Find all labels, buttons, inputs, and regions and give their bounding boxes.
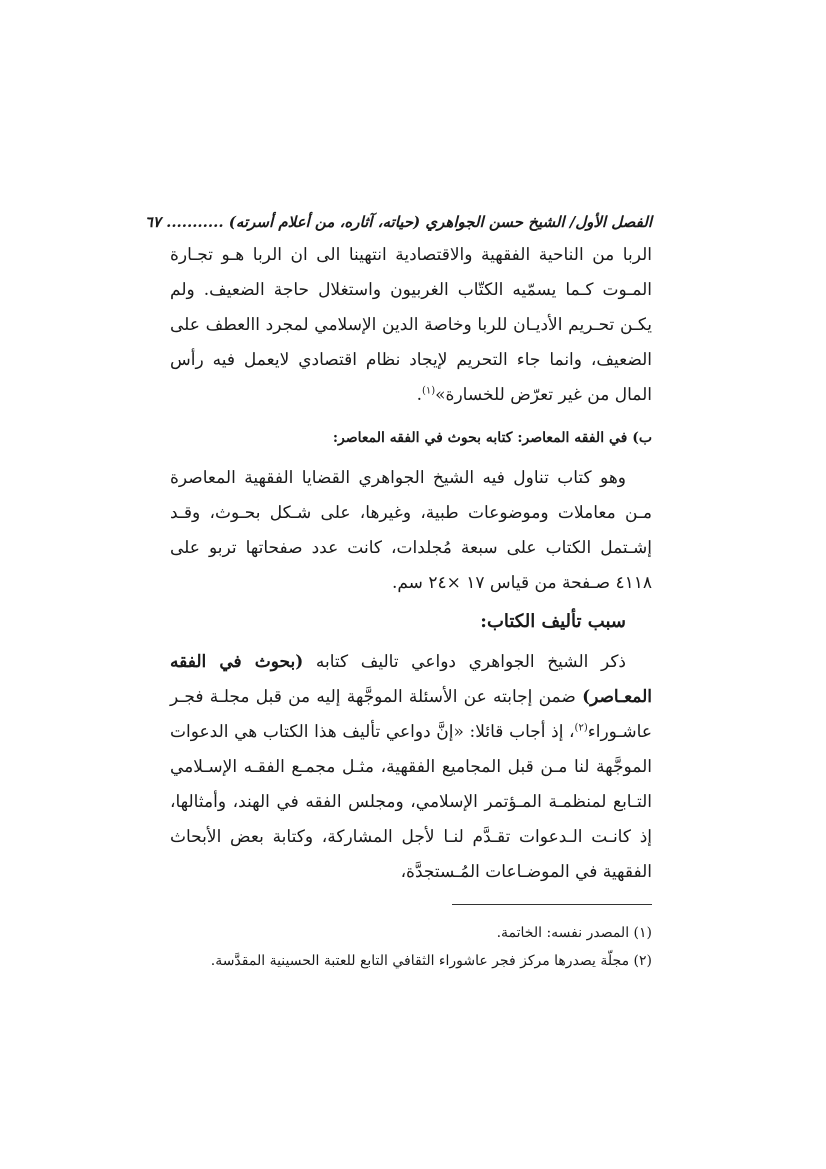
paragraph-3-intro: ذكر الشيخ الجواهري دواعي تاليف كتابه	[315, 652, 627, 672]
paragraph-3-rest: ، إذ أجاب قائلا: «إنَّ دواعي تأليف هذا الكتاب هي الدعوات الموجَّهة لنا مـن قبل المجاميع الفقهية، مثـل مجمـع الفقـه الإسـلامي التـابع لمنظمـة المـؤتمر الإسلامي، ومجلس الفقه في الهند، وأمثالها، إذ كانـت الـدعوات تقـدَّم لنـا لأجل المشاركة، وكتابة بعض الأبحاث الفقهية في الموضـاعات المُـستجدَّة،	[170, 722, 652, 882]
paragraph-1-end: .	[416, 385, 422, 405]
footnote-ref-2[interactable]: (٢)	[574, 722, 588, 734]
header-dots: ...........	[166, 213, 224, 231]
paragraph-riba-conclusion	[170, 238, 652, 413]
paragraph-reason	[170, 645, 652, 890]
subheading-contemporary-fiqh: ب) في الفقه المعاصر: كتابه بحوث في الفقه المعاصر:	[332, 430, 652, 446]
section-title-reason: سبب تأليف الكتاب:	[480, 611, 626, 632]
page-number: ٦٧	[144, 213, 161, 231]
book-title: (بحوث في الفقه المعـاصر)	[170, 652, 653, 707]
header-title: الفصل الأول/ الشيخ حسن الجواهري (حياته، آثاره، من أعلام أسرته)	[228, 213, 652, 231]
paragraph-book-description: وهو كتاب تناول فيه الشيخ الجواهري القضايا الفقهية المعاصرة مـن معاملات وموضوعات طبية، وغيرها، على شـكل بحـوث، وقـد إشـتمل الكتاب على سبعة مُجلدات، كانت عدد صفحاتها تربو على ٤١١٨ صـفحة من قياس ١٧ ×٢٤ سم.	[170, 468, 652, 593]
footnote-ref-1[interactable]: (١)	[421, 385, 436, 397]
footnote-2: (٢) مجلّة يصدرها مركز فجر عاشوراء الثقافي التابع للعتبة الحسينية المقدَّسة.	[210, 953, 652, 969]
footnote-1: (١) المصدر نفسه: الخاتمة.	[496, 925, 652, 941]
running-header	[144, 208, 652, 236]
paragraph-1-text: الربا من الناحية الفقهية والاقتصادية انتهينا الى ان الربا هـو تجـارة المـوت كـما يسمّيه الكتّاب الغربيون واستغلال حاجة الضعيف. ولم يكـن تحـريم الأديـان للربا وخاصة الدين الإسلامي لمجرد االعطف على الضعيف، وانما جاء التحريم لإيجاد نظام اقتصادي لايعمل فيه رأس المال من غير تعرّض للخسارة»	[170, 245, 652, 405]
page-body	[144, 208, 653, 975]
paragraph-3-middle: ضمن إجابته عن الأسئلة الموجَّهة إليه من قبل مجلـة فجـر عاشـوراء	[170, 687, 652, 742]
footnote-divider	[452, 904, 652, 905]
